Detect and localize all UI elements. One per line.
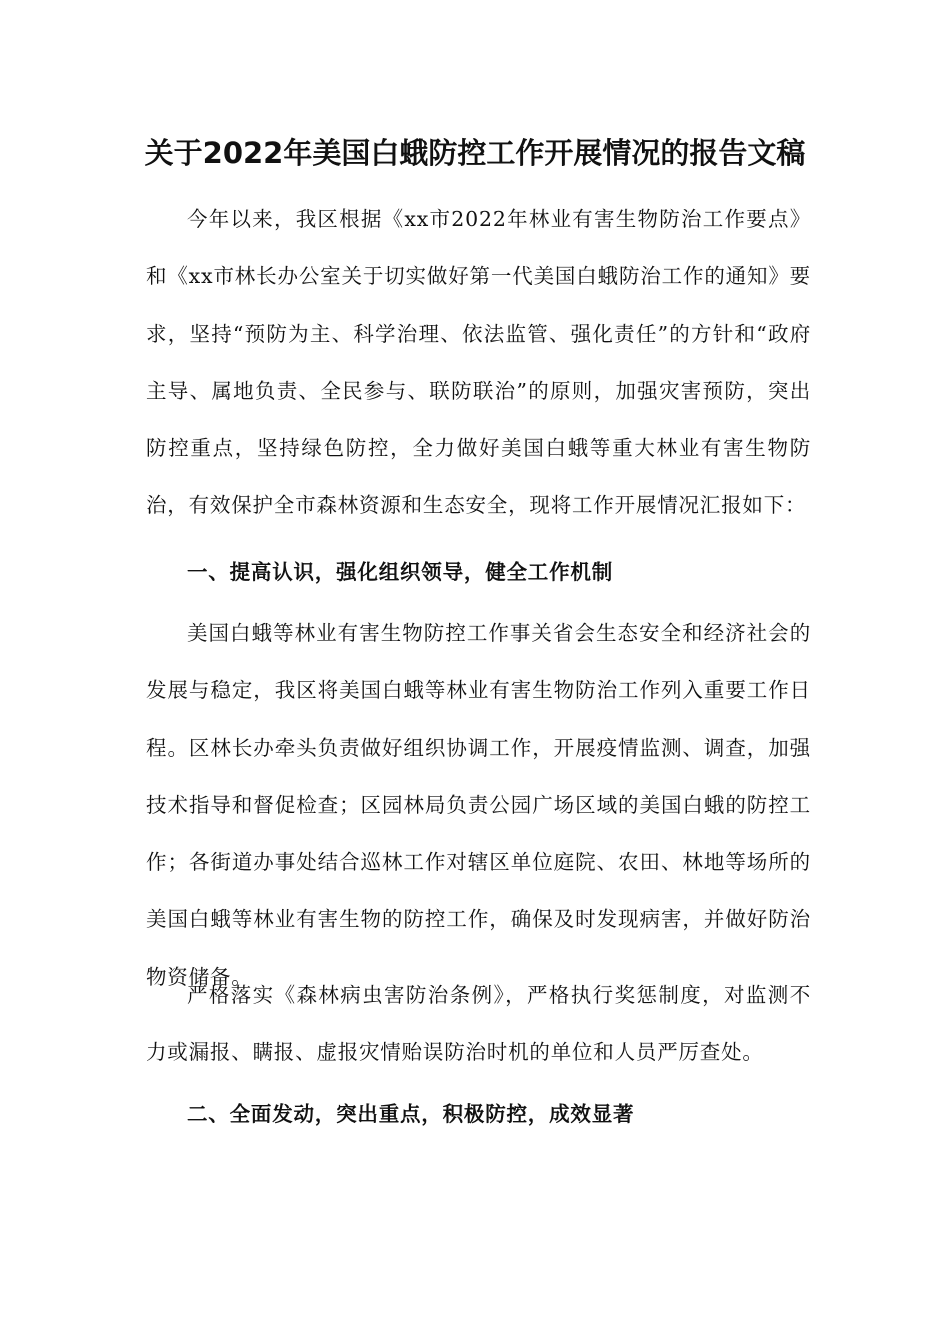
section-1-paragraph-2: 严格落实《森林病虫害防治条例》，严格执行奖惩制度，对监测不力或漏报、瞒报、虚报灾情贻误防治时机的单位和人员严厉查处。 <box>146 983 811 1065</box>
section-2-heading: 二、全面发动，突出重点，积极防控，成效显著 <box>187 1102 635 1126</box>
intro-paragraph: 今年以来，我区根据《xx市2022年林业有害生物防治工作要点》和《xx市林长办公室关于切实做好第一代美国白蛾防治工作的通知》要求，坚持“预防为主、科学治理、依法监管、强化责任”的方针和“政府主导、属地负责、全民参与、联防联治”的原则，加强灾害预防，突出防控重点，坚持绿色防控，全力做好美国白蛾等重大林业有害生物防治，有效保护全市森林资源和生态安全，现将工作开展情况汇报如下： <box>146 207 811 518</box>
document-title: 关于2022年美国白蛾防控工作开展情况的报告文稿 <box>144 136 806 170</box>
section-1-heading: 一、提高认识，强化组织领导，健全工作机制 <box>187 560 613 584</box>
section-1-paragraph-1: 美国白蛾等林业有害生物防控工作事关省会生态安全和经济社会的发展与稳定，我区将美国白蛾等林业有害生物防治工作列入重要工作日程。区林长办牵头负责做好组织协调工作，开展疫情监测、调查，加强技术指导和督促检查；区园林局负责公园广场区域的美国白蛾的防控工作；各街道办事处结合巡林工作对辖区单位庭院、农田、林地等场所的美国白蛾等林业有害生物的防控工作，确保及时发现病害，并做好防治物资储备。 <box>146 621 811 989</box>
